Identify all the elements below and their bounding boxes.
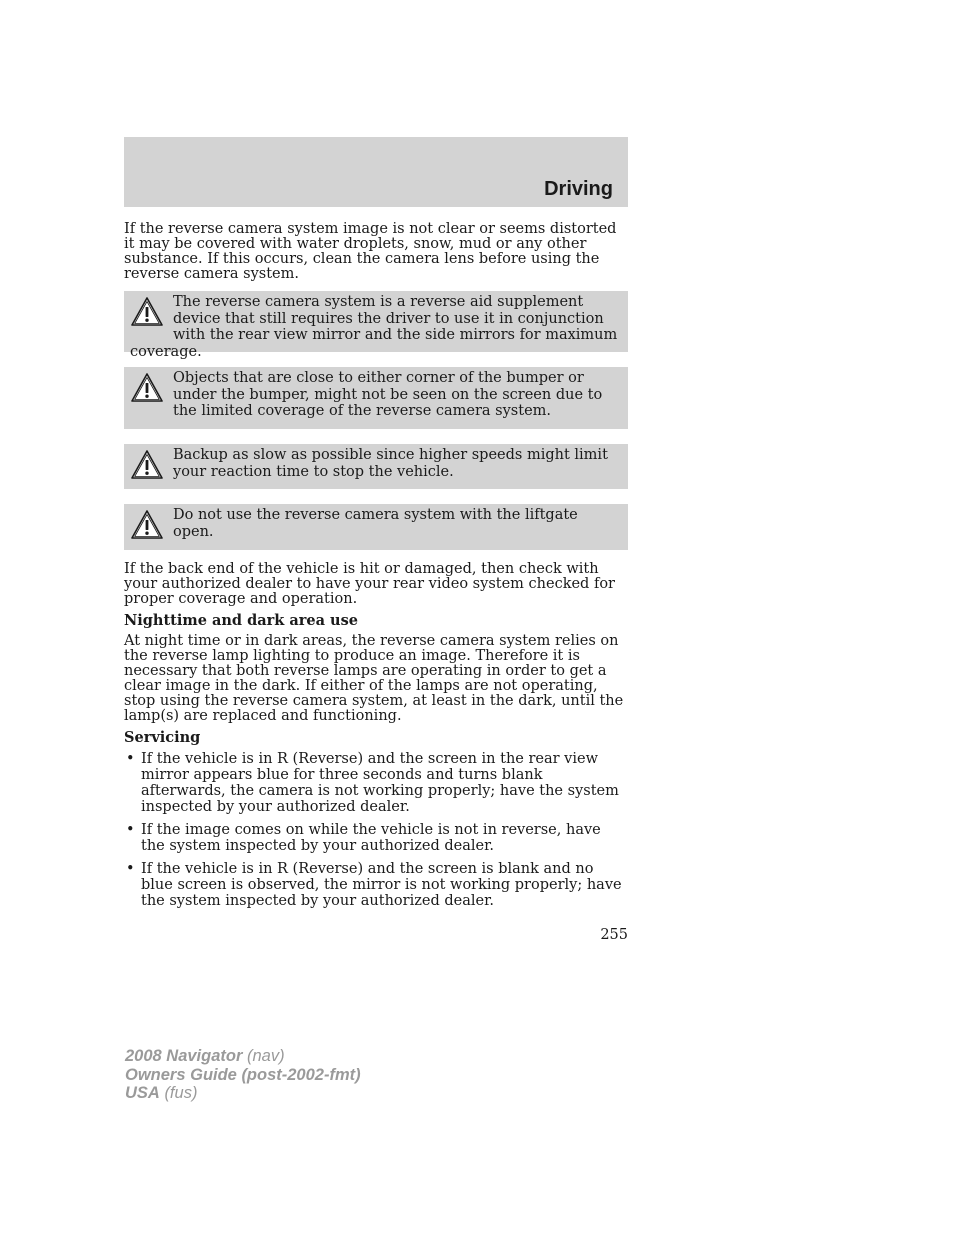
footer-model-code: (nav) [247,1047,285,1065]
bullet-symbol: • [126,861,135,877]
list-item [124,822,628,854]
list-item [124,751,628,815]
warning-text-3: Backup as slow as possible since higher speeds might limit your reaction time to stop the vehicle. [173,447,608,480]
page-number: 255 [600,927,628,943]
section-header-band [124,137,628,207]
document-footer [125,1047,361,1103]
servicing-heading: Servicing [124,729,201,746]
servicing-list [124,751,628,909]
bullet-symbol: • [126,822,135,838]
warning-text-1: The reverse camera system is a reverse aid supplement device that still requires the driver to use it in conjunction with the rear view mirror and the side mirrors for maximum coverage. [130,294,618,360]
warning-triangle-icon [130,449,164,481]
footer-model: 2008 Navigator [125,1047,243,1065]
bullet-symbol: • [126,751,135,767]
list-item-text: If the vehicle is in R (Reverse) and the screen in the rear view mirror appears blue for three seconds and turns blank afterwards, the camera is not working properly; have the system inspected by your authorized dealer. [141,751,619,815]
footer-guide-name: Owners Guide (post-2002-fmt) [125,1065,361,1084]
section-title: Driving [544,178,613,200]
list-item [124,861,628,909]
warning-triangle-icon [130,372,164,404]
warning-box-3 [124,444,628,489]
footer-line-2 [125,1066,361,1085]
footer-line-1 [125,1047,361,1066]
nighttime-heading: Nighttime and dark area use [124,612,358,629]
damage-paragraph: If the back end of the vehicle is hit or damaged, then check with your authorized dealer to have your rear video system checked for proper coverage and operation. [124,561,615,607]
list-item-text: If the vehicle is in R (Reverse) and the screen is blank and no blue screen is observed, the mirror is not working properly; have the system inspected by your authorized dealer. [141,861,622,909]
warning-triangle-icon [130,509,164,541]
warning-triangle-icon [130,296,164,328]
footer-market-code: (fus) [164,1084,198,1102]
list-item-text: If the image comes on while the vehicle is not in reverse, have the system inspected by your authorized dealer. [141,822,601,854]
footer-market: USA [125,1084,160,1102]
warning-box-2 [124,367,628,429]
page-content [124,222,628,909]
warning-box-1 [124,291,628,360]
nighttime-paragraph: At night time or in dark areas, the reverse camera system relies on the reverse lamp lighting to produce an image. Therefore it is necessary that both reverse lamps are operating in order to get a clear image in the dark. If either of the lamps are not operating, stop using the reverse camera system, at least in the dark, until the lamp(s) are replaced and functioning. [124,633,624,724]
footer-line-3 [125,1084,361,1103]
warning-text-2: Objects that are close to either corner of the bumper or under the bumper, might not be seen on the screen due to the limited coverage of the reverse camera system. [173,370,603,419]
intro-paragraph: If the reverse camera system image is not clear or seems distorted it may be covered with water droplets, snow, mud or any other substance. If this occurs, clean the camera lens before using the reverse camera system. [124,221,617,282]
warning-box-4 [124,504,628,550]
warning-text-4: Do not use the reverse camera system with the liftgate open. [173,507,578,540]
